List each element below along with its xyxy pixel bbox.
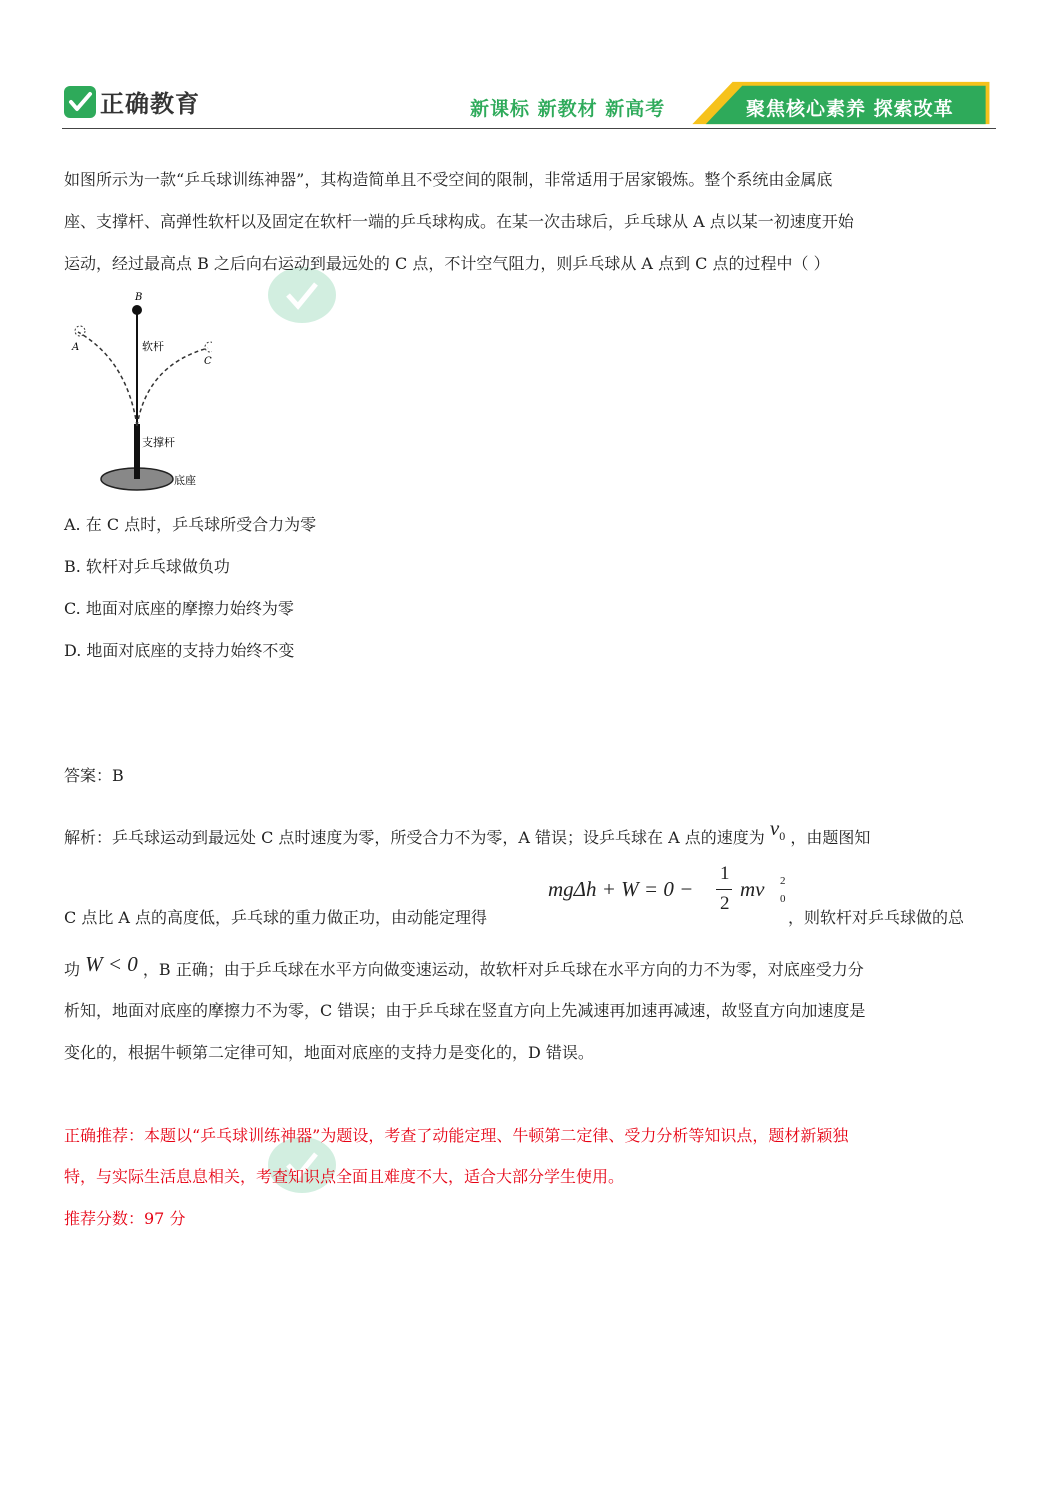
path-to-a — [78, 332, 137, 426]
option-b: B. 软杆对乒乓球做负功 — [64, 557, 230, 576]
slogan-right: 聚焦核心素养 探索改革 — [746, 98, 954, 120]
label-soft-rod: 软杆 — [142, 340, 164, 353]
label-support-rod: 支撑杆 — [142, 436, 175, 449]
formula-rhs: mv — [740, 877, 765, 901]
option-d: D. 地面对底座的支持力始终不变 — [64, 641, 295, 660]
label-c: C — [204, 356, 212, 367]
analysis-line-2: C 点比 A 点的高度低，乒乓球的重力做正功，由动能定理得 — [64, 908, 488, 927]
w-inequality: W < 0 — [85, 952, 138, 976]
ball-at-a — [75, 326, 85, 336]
check-icon — [64, 86, 96, 118]
label-base: 底座 — [174, 474, 196, 487]
question-line-1: 如图所示为一款“乒乓球训练神器”，其构造简单且不受空间的限制，非常适用于居家锻炼。整个系统由金属底 — [64, 170, 833, 189]
analysis-line-3 — [64, 952, 864, 979]
analysis-line-4: 析知，地面对底座的摩擦力不为零，C 错误；由于乒乓球在竖直方向上先减速再加速再减速，故竖直方向加速度是 — [64, 1001, 866, 1020]
formula-fraction-bar — [716, 889, 732, 890]
path-to-c — [137, 348, 208, 426]
analysis-line-3-text: ，B 正确；由于乒乓球在水平方向做变速运动，故软杆对乒乓球在水平方向的力不为零，对底座受力分 — [142, 960, 864, 979]
analysis-line-5: 变化的，根据牛顿第二定律可知，地面对底座的支持力是变化的，D 错误。 — [64, 1043, 594, 1062]
formula-sup: 2 — [780, 875, 786, 887]
v0-v: v — [769, 816, 780, 840]
recommend-line-2: 特，与实际生活息息相关，考查知识点全面且难度不大，适合大部分学生使用。 — [64, 1167, 625, 1186]
analysis-line-2-tail: ，则软杆对乒乓球做的总 — [788, 908, 965, 927]
option-c: C. 地面对底座的摩擦力始终为零 — [64, 599, 294, 618]
analysis-line-1 — [64, 816, 871, 852]
ball-at-c — [205, 342, 212, 352]
analysis-line-3-head: 功 — [64, 960, 81, 979]
ball-at-b — [132, 305, 142, 315]
watermark-logo-2 — [262, 1110, 412, 1200]
formula-denominator: 2 — [720, 893, 730, 914]
brand-logo — [64, 84, 200, 119]
formula-sub: 0 — [780, 893, 786, 905]
recommend-line-1: 正确推荐：本题以“乒乓球训练神器”为题设，考查了动能定理、牛顿第二定律、受力分析等知识点，题材新颖独 — [64, 1126, 849, 1145]
answer: 答案：B — [64, 766, 124, 785]
training-device-figure — [62, 290, 212, 495]
question-line-3: 运动，经过最高点 B 之后向右运动到最远处的 C 点，不计空气阻力，则乒乓球从 A 点到 C 点的过程中（ ） — [64, 254, 830, 273]
support-rod — [134, 424, 140, 479]
recommend-score: 推荐分数：97 分 — [64, 1209, 186, 1228]
question-line-2: 座、支撑杆、高弹性软杆以及固定在软杆一端的乒乓球构成。在某一次击球后，乒乓球从 A 点以某一初速度开始 — [64, 212, 854, 231]
analysis-line-1-tail: ，由题图知 — [790, 828, 871, 847]
header-divider — [62, 128, 996, 129]
slogan-left: 新课标 新教材 新高考 — [470, 98, 666, 120]
brand-name: 正确教育 — [100, 90, 200, 118]
label-b: B — [135, 292, 143, 303]
analysis-line-1-text: 解析：乒乓球运动到最远处 C 点时速度为零，所受合力不为零，A 错误；设乒乓球在 A 点的速度为 — [64, 828, 765, 847]
option-a: A. 在 C 点时，乒乓球所受合力为零 — [64, 515, 317, 534]
label-a: A — [72, 342, 80, 353]
v0-sub: 0 — [779, 829, 786, 844]
v0-symbol — [769, 816, 786, 844]
formula-lhs: mgΔh + W = 0 − — [548, 877, 694, 901]
formula-numerator: 1 — [720, 863, 730, 884]
